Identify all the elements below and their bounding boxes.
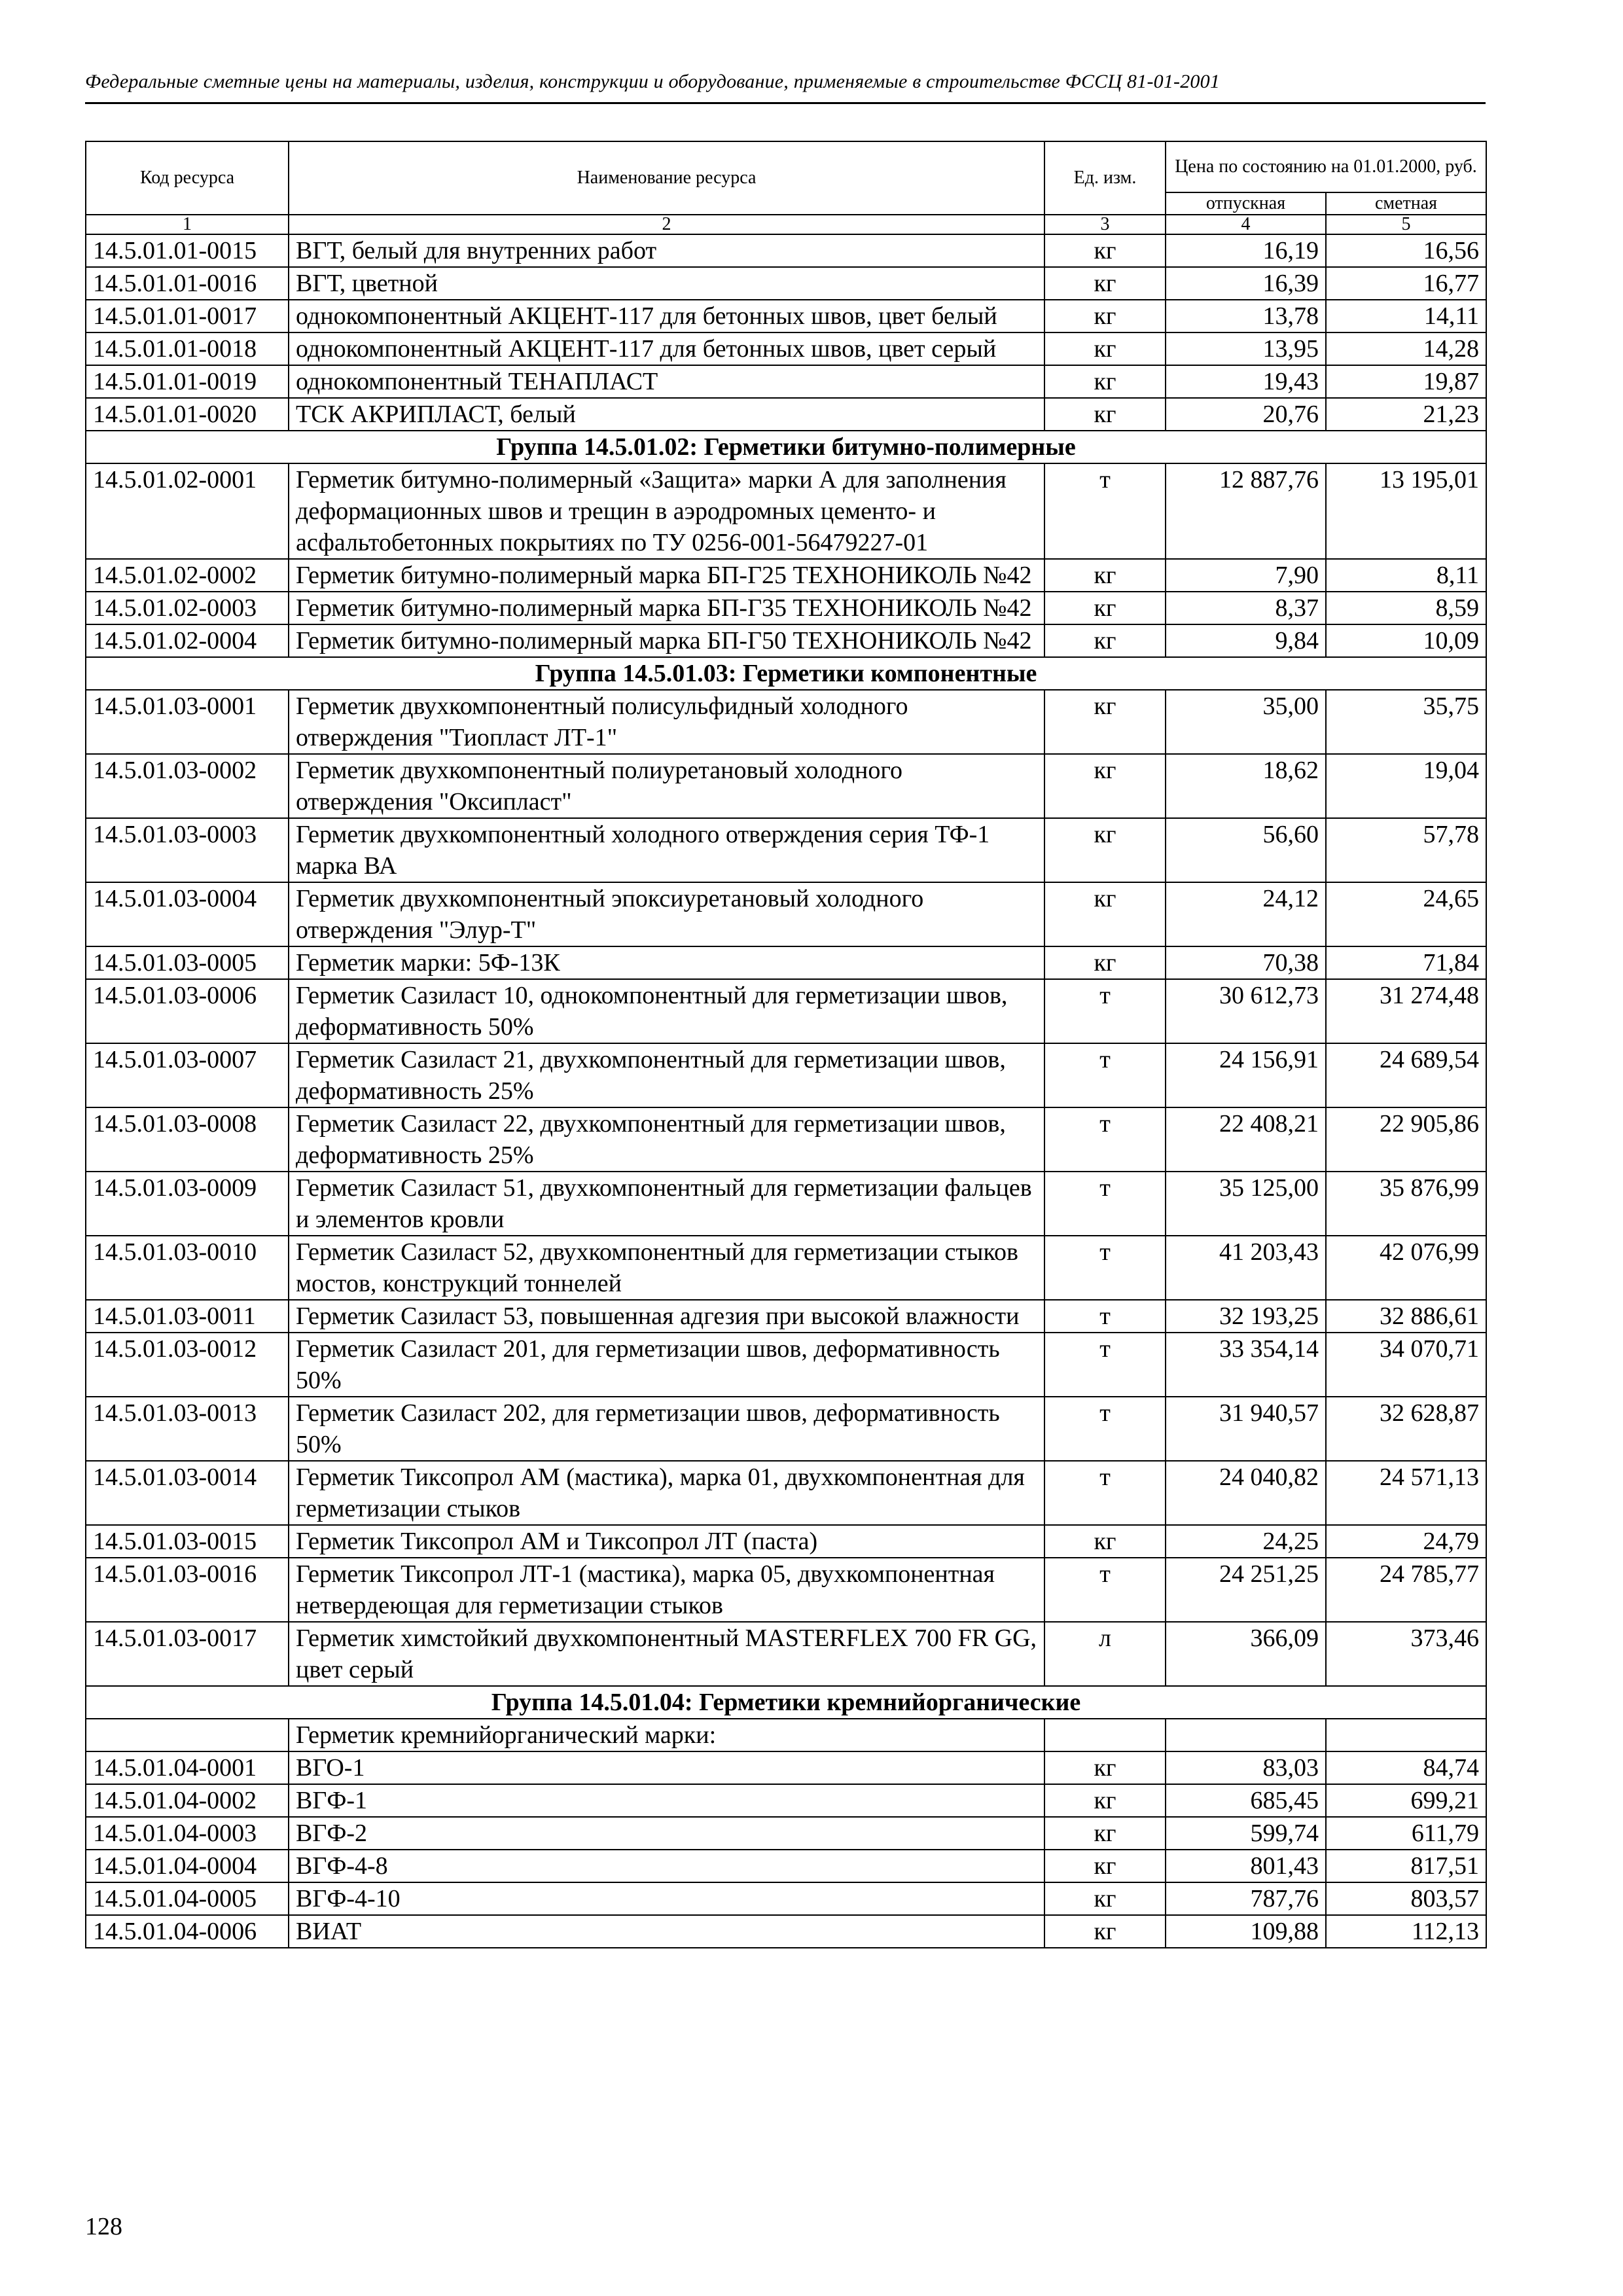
unit-of-measure: кг [1044,1784,1166,1817]
resource-name: Герметик Тиксопрол АМ (мастика), марка 01, двухкомпонентная для герметизации стыков [289,1461,1044,1525]
table-header-row [86,141,1486,192]
resource-name: Герметик двухкомпонентный холодного отверждения серия ТФ-1 марка ВА [289,818,1044,882]
release-price: 7,90 [1166,559,1326,592]
release-price: 30 612,73 [1166,979,1326,1043]
release-price: 24 156,91 [1166,1043,1326,1107]
estimate-price: 31 274,48 [1326,979,1486,1043]
estimate-price: 34 070,71 [1326,1333,1486,1397]
resource-name: Герметик Сазиласт 22, двухкомпонентный для герметизации швов, деформативность 25% [289,1107,1044,1172]
resource-code: 14.5.01.03-0017 [86,1622,289,1686]
resource-name: ТСК АКРИПЛАСТ, белый [289,398,1044,431]
table-row [86,1300,1486,1333]
release-price: 83,03 [1166,1751,1326,1784]
release-price: 70,38 [1166,946,1326,979]
release-price: 109,88 [1166,1915,1326,1948]
table-row [86,754,1486,818]
resource-code [86,1719,289,1751]
table-row [86,979,1486,1043]
resource-code: 14.5.01.03-0014 [86,1461,289,1525]
table-row [86,1751,1486,1784]
unit-of-measure: кг [1044,592,1166,624]
table-row [86,1043,1486,1107]
estimate-price: 16,56 [1326,234,1486,267]
resource-code: 14.5.01.03-0013 [86,1397,289,1461]
resource-name: Герметик Тиксопрол ЛТ-1 (мастика), марка 05, двухкомпонентная нетвердеющая для герметизации стыков [289,1558,1044,1622]
resource-name: Герметик кремнийорганический марки: [289,1719,1044,1751]
resource-code: 14.5.01.01-0017 [86,300,289,332]
column-header-code: Код ресурса [86,141,289,215]
table-row [86,1461,1486,1525]
table-row [86,1558,1486,1622]
unit-of-measure: т [1044,1236,1166,1300]
unit-of-measure [1044,1719,1166,1751]
table-row [86,234,1486,267]
unit-of-measure: т [1044,1461,1166,1525]
estimate-price: 24 571,13 [1326,1461,1486,1525]
release-price: 24 040,82 [1166,1461,1326,1525]
table-body [86,234,1486,1948]
unit-of-measure: кг [1044,559,1166,592]
group-title: Группа 14.5.01.04: Герметики кремнийорганические [86,1686,1486,1719]
column-number: 1 [86,215,289,234]
resource-code: 14.5.01.04-0005 [86,1882,289,1915]
table-row [86,882,1486,946]
estimate-price: 817,51 [1326,1850,1486,1882]
estimate-price: 8,11 [1326,559,1486,592]
subheading-row [86,1719,1486,1751]
resource-code: 14.5.01.01-0020 [86,398,289,431]
table-row [86,1817,1486,1850]
unit-of-measure: т [1044,1043,1166,1107]
resource-name: ВГФ-4-10 [289,1882,1044,1915]
resource-code: 14.5.01.03-0006 [86,979,289,1043]
resource-code: 14.5.01.04-0004 [86,1850,289,1882]
resource-code: 14.5.01.03-0005 [86,946,289,979]
unit-of-measure: кг [1044,1915,1166,1948]
resource-code: 14.5.01.03-0016 [86,1558,289,1622]
release-price: 18,62 [1166,754,1326,818]
table-row [86,1172,1486,1236]
unit-of-measure: т [1044,979,1166,1043]
table-row [86,1525,1486,1558]
estimate-price: 71,84 [1326,946,1486,979]
unit-of-measure: кг [1044,300,1166,332]
release-price: 20,76 [1166,398,1326,431]
unit-of-measure: кг [1044,365,1166,398]
unit-of-measure: т [1044,1300,1166,1333]
release-price: 41 203,43 [1166,1236,1326,1300]
release-price: 16,19 [1166,234,1326,267]
resource-code: 14.5.01.03-0010 [86,1236,289,1300]
resource-name: ВГФ-4-8 [289,1850,1044,1882]
resource-name: Герметик марки: 5Ф-13К [289,946,1044,979]
estimate-price: 32 628,87 [1326,1397,1486,1461]
table-row [86,1397,1486,1461]
release-price: 801,43 [1166,1850,1326,1882]
resource-code: 14.5.01.03-0001 [86,690,289,754]
release-price: 24 251,25 [1166,1558,1326,1622]
release-price: 599,74 [1166,1817,1326,1850]
resource-name: Герметик двухкомпонентный эпоксиуретановый холодного отверждения "Элур-Т" [289,882,1044,946]
resource-name: Герметик Сазиласт 10, однокомпонентный для герметизации швов, деформативность 50% [289,979,1044,1043]
resource-name: Герметик Сазиласт 53, повышенная адгезия при высокой влажности [289,1300,1044,1333]
release-price: 35 125,00 [1166,1172,1326,1236]
estimate-price: 24 785,77 [1326,1558,1486,1622]
resource-code: 14.5.01.01-0019 [86,365,289,398]
column-header-unit: Ед. изм. [1044,141,1166,215]
unit-of-measure: т [1044,1172,1166,1236]
resource-name: ВИАТ [289,1915,1044,1948]
table-row [86,946,1486,979]
release-price: 13,95 [1166,332,1326,365]
resource-code: 14.5.01.03-0012 [86,1333,289,1397]
running-header-text: Федеральные сметные цены на материалы, изделия, конструкции и оборудование, применяемые в строительстве ФССЦ 81-01-2001 [85,71,1221,92]
estimate-price: 35,75 [1326,690,1486,754]
table-row [86,365,1486,398]
unit-of-measure: кг [1044,1525,1166,1558]
unit-of-measure: т [1044,1397,1166,1461]
estimate-price: 14,28 [1326,332,1486,365]
unit-of-measure: т [1044,1558,1166,1622]
resource-code: 14.5.01.03-0008 [86,1107,289,1172]
resource-name: Герметик Сазиласт 201, для герметизации швов, деформативность 50% [289,1333,1044,1397]
estimate-price: 57,78 [1326,818,1486,882]
release-price: 9,84 [1166,624,1326,657]
column-number: 4 [1166,215,1326,234]
price-table [85,141,1487,1948]
estimate-price: 32 886,61 [1326,1300,1486,1333]
estimate-price: 373,46 [1326,1622,1486,1686]
resource-name: ВГО-1 [289,1751,1044,1784]
group-title: Группа 14.5.01.02: Герметики битумно-полимерные [86,431,1486,463]
estimate-price: 8,59 [1326,592,1486,624]
release-price: 8,37 [1166,592,1326,624]
resource-name: Герметик битумно-полимерный марка БП-Г35 ТЕХНОНИКОЛЬ №42 [289,592,1044,624]
resource-name: Герметик двухкомпонентный полисульфидный холодного отверждения "Тиопласт ЛТ-1" [289,690,1044,754]
column-number: 2 [289,215,1044,234]
unit-of-measure: т [1044,1107,1166,1172]
release-price: 35,00 [1166,690,1326,754]
resource-code: 14.5.01.03-0015 [86,1525,289,1558]
estimate-price: 611,79 [1326,1817,1486,1850]
column-number: 5 [1326,215,1486,234]
resource-code: 14.5.01.04-0002 [86,1784,289,1817]
resource-code: 14.5.01.02-0003 [86,592,289,624]
release-price: 787,76 [1166,1882,1326,1915]
release-price: 12 887,76 [1166,463,1326,559]
table-row [86,818,1486,882]
release-price: 31 940,57 [1166,1397,1326,1461]
unit-of-measure: кг [1044,624,1166,657]
release-price: 13,78 [1166,300,1326,332]
resource-name: Герметик Тиксопрол АМ и Тиксопрол ЛТ (паста) [289,1525,1044,1558]
column-header-release-price: отпускная [1166,192,1326,215]
table-row [86,1107,1486,1172]
estimate-price: 13 195,01 [1326,463,1486,559]
resource-name: Герметик битумно-полимерный «Защита» марки А для заполнения деформационных швов и трещин в аэродромных цементо- и асфальтобетонных покрытиях по ТУ 0256-001-56479227-01 [289,463,1044,559]
unit-of-measure: кг [1044,398,1166,431]
unit-of-measure: кг [1044,1850,1166,1882]
resource-name: однокомпонентный АКЦЕНТ-117 для бетонных швов, цвет серый [289,332,1044,365]
estimate-price: 42 076,99 [1326,1236,1486,1300]
unit-of-measure: л [1044,1622,1166,1686]
table-row [86,300,1486,332]
resource-name: ВГФ-1 [289,1784,1044,1817]
table-row [86,1333,1486,1397]
resource-name: Герметик химстойкий двухкомпонентный MASTERFLEX 700 FR GG, цвет серый [289,1622,1044,1686]
resource-code: 14.5.01.04-0006 [86,1915,289,1948]
resource-name: Герметик битумно-полимерный марка БП-Г50 ТЕХНОНИКОЛЬ №42 [289,624,1044,657]
unit-of-measure: кг [1044,1817,1166,1850]
table-row [86,1850,1486,1882]
estimate-price: 803,57 [1326,1882,1486,1915]
release-price: 366,09 [1166,1622,1326,1686]
table-row [86,267,1486,300]
table-row [86,1622,1486,1686]
release-price: 33 354,14 [1166,1333,1326,1397]
unit-of-measure: кг [1044,946,1166,979]
unit-of-measure: кг [1044,1882,1166,1915]
unit-of-measure: кг [1044,690,1166,754]
resource-name: однокомпонентный ТЕНАПЛАСТ [289,365,1044,398]
release-price: 32 193,25 [1166,1300,1326,1333]
estimate-price: 19,87 [1326,365,1486,398]
estimate-price: 24,79 [1326,1525,1486,1558]
unit-of-measure: кг [1044,1751,1166,1784]
unit-of-measure: кг [1044,267,1166,300]
resource-code: 14.5.01.01-0016 [86,267,289,300]
column-header-name: Наименование ресурса [289,141,1044,215]
estimate-price: 21,23 [1326,398,1486,431]
release-price: 19,43 [1166,365,1326,398]
page-number: 128 [85,2213,122,2240]
resource-name: однокомпонентный АКЦЕНТ-117 для бетонных швов, цвет белый [289,300,1044,332]
resource-code: 14.5.01.01-0018 [86,332,289,365]
release-price: 56,60 [1166,818,1326,882]
group-heading-row [86,657,1486,690]
resource-code: 14.5.01.03-0003 [86,818,289,882]
unit-of-measure: кг [1044,234,1166,267]
resource-code: 14.5.01.04-0001 [86,1751,289,1784]
estimate-price: 699,21 [1326,1784,1486,1817]
resource-code: 14.5.01.03-0007 [86,1043,289,1107]
estimate-price: 24,65 [1326,882,1486,946]
table-row [86,592,1486,624]
table-row [86,1915,1486,1948]
resource-name: Герметик Сазиласт 52, двухкомпонентный для герметизации стыков мостов, конструкций тоннелей [289,1236,1044,1300]
table-row [86,1236,1486,1300]
resource-code: 14.5.01.03-0011 [86,1300,289,1333]
resource-name: ВГТ, цветной [289,267,1044,300]
table-row [86,398,1486,431]
resource-name: Герметик Сазиласт 21, двухкомпонентный для герметизации швов, деформативность 25% [289,1043,1044,1107]
release-price [1166,1719,1326,1751]
estimate-price: 22 905,86 [1326,1107,1486,1172]
table-row [86,559,1486,592]
release-price: 24,12 [1166,882,1326,946]
resource-name: Герметик двухкомпонентный полиуретановый холодного отверждения "Оксипласт" [289,754,1044,818]
group-heading-row [86,431,1486,463]
estimate-price: 16,77 [1326,267,1486,300]
unit-of-measure: кг [1044,818,1166,882]
resource-code: 14.5.01.03-0009 [86,1172,289,1236]
group-title: Группа 14.5.01.03: Герметики компонентные [86,657,1486,690]
unit-of-measure: кг [1044,754,1166,818]
estimate-price: 14,11 [1326,300,1486,332]
unit-of-measure: кг [1044,882,1166,946]
release-price: 22 408,21 [1166,1107,1326,1172]
resource-code: 14.5.01.01-0015 [86,234,289,267]
resource-name: Герметик Сазиласт 51, двухкомпонентный для герметизации фальцев и элементов кровли [289,1172,1044,1236]
column-header-estimate-price: сметная [1326,192,1486,215]
table-row [86,1882,1486,1915]
estimate-price: 84,74 [1326,1751,1486,1784]
table-row [86,332,1486,365]
column-header-price: Цена по состоянию на 01.01.2000, руб. [1166,141,1486,192]
unit-of-measure: кг [1044,332,1166,365]
resource-code: 14.5.01.02-0002 [86,559,289,592]
column-number: 3 [1044,215,1166,234]
resource-code: 14.5.01.02-0001 [86,463,289,559]
group-heading-row [86,1686,1486,1719]
release-price: 16,39 [1166,267,1326,300]
estimate-price: 35 876,99 [1326,1172,1486,1236]
resource-name: ВГФ-2 [289,1817,1044,1850]
table-row [86,1784,1486,1817]
table-row [86,624,1486,657]
resource-name: ВГТ, белый для внутренних работ [289,234,1044,267]
table-row [86,690,1486,754]
running-header [85,71,1486,104]
resource-code: 14.5.01.03-0002 [86,754,289,818]
estimate-price: 19,04 [1326,754,1486,818]
column-numbers-row [86,215,1486,234]
resource-code: 14.5.01.03-0004 [86,882,289,946]
estimate-price: 10,09 [1326,624,1486,657]
estimate-price [1326,1719,1486,1751]
release-price: 24,25 [1166,1525,1326,1558]
unit-of-measure: т [1044,463,1166,559]
estimate-price: 112,13 [1326,1915,1486,1948]
resource-name: Герметик Сазиласт 202, для герметизации швов, деформативность 50% [289,1397,1044,1461]
estimate-price: 24 689,54 [1326,1043,1486,1107]
table-row [86,463,1486,559]
resource-code: 14.5.01.02-0004 [86,624,289,657]
unit-of-measure: т [1044,1333,1166,1397]
release-price: 685,45 [1166,1784,1326,1817]
resource-code: 14.5.01.04-0003 [86,1817,289,1850]
resource-name: Герметик битумно-полимерный марка БП-Г25 ТЕХНОНИКОЛЬ №42 [289,559,1044,592]
